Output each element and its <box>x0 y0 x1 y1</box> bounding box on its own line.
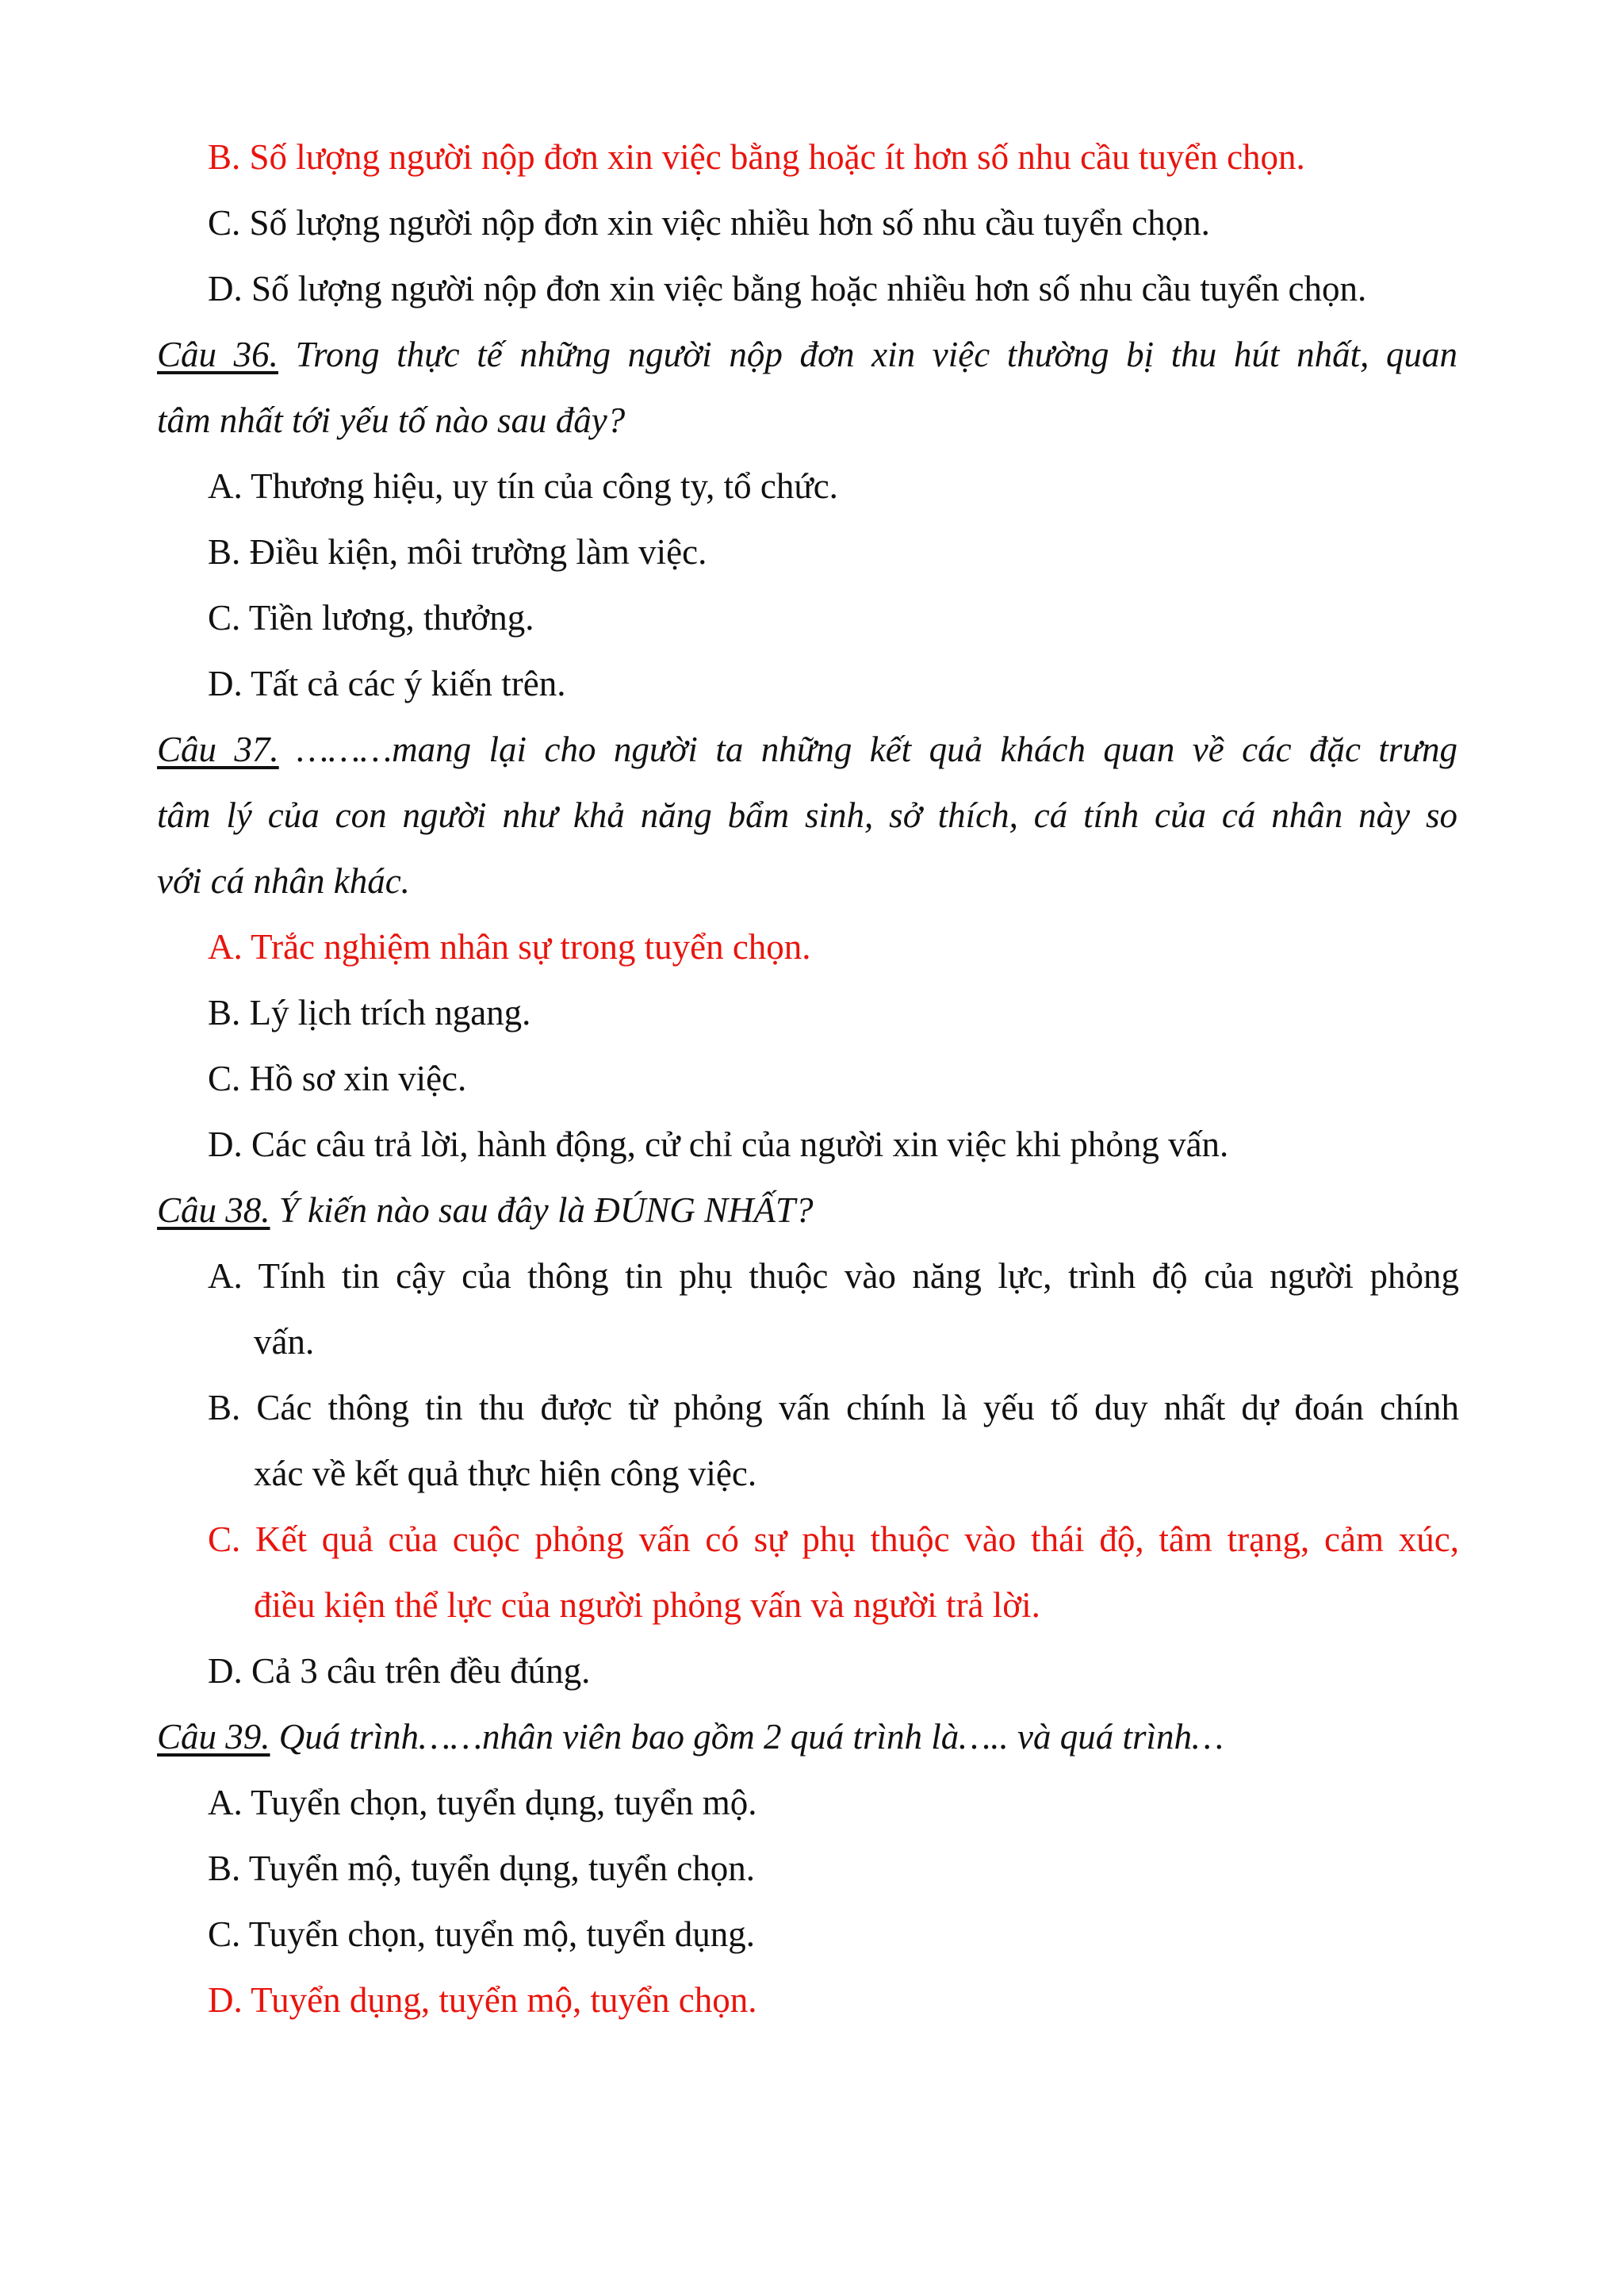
question-38-option-d: D. Cả 3 câu trên đều đúng. <box>208 1651 591 1691</box>
question-38-option-b: B. Các thông tin thu được từ phỏng vấn chính là yếu tố duy nhất dự đoán chính <box>208 1388 1459 1427</box>
question-36-number: Câu 36. <box>157 335 278 374</box>
question-36-text: Trong thực tế những người nộp đơn xin việc thường bị thu hút nhất, quan <box>278 335 1457 374</box>
question-37-option-b: B. Lý lịch trích ngang. <box>208 993 531 1033</box>
question-37-option-c: C. Hồ sơ xin việc. <box>208 1059 467 1098</box>
option-d: D. Số lượng người nộp đơn xin việc bằng hoặc nhiều hơn số nhu cầu tuyển chọn. <box>208 269 1367 308</box>
question-37-option-a-correct: A. Trắc nghiệm nhân sự trong tuyển chọn. <box>208 927 811 967</box>
question-36-stem-cont: tâm nhất tới yếu tố nào sau đây? <box>157 400 626 440</box>
question-37-stem-cont: tâm lý của con người như khả năng bẩm sinh, sở thích, cá tính của cá nhân này so <box>157 795 1457 835</box>
option-b-correct: B. Số lượng người nộp đơn xin việc bằng hoặc ít hơn số nhu cầu tuyển chọn. <box>208 137 1305 177</box>
question-36-option-a: A. Thương hiệu, uy tín của công ty, tổ chức. <box>208 466 838 506</box>
question-38-number: Câu 38. <box>157 1190 270 1230</box>
question-37-number: Câu 37. <box>157 730 279 769</box>
question-39-option-c: C. Tuyển chọn, tuyển mộ, tuyển dụng. <box>208 1914 756 1954</box>
question-38-option-b-cont: xác về kết quả thực hiện công việc. <box>254 1454 757 1493</box>
question-39-option-a: A. Tuyển chọn, tuyển dụng, tuyển mộ. <box>208 1783 757 1822</box>
question-37-option-d: D. Các câu trả lời, hành động, cử chỉ của người xin việc khi phỏng vấn. <box>208 1125 1229 1164</box>
question-39-stem <box>157 1715 1224 1759</box>
question-39-number: Câu 39. <box>157 1717 270 1757</box>
question-37-text: ………mang lại cho người ta những kết quả khách quan về các đặc trưng <box>278 730 1457 769</box>
question-38-option-c-correct-cont: điều kiện thể lực của người phỏng vấn và người trả lời. <box>254 1585 1040 1625</box>
question-37-stem <box>157 727 1457 772</box>
question-38-option-a: A. Tính tin cậy của thông tin phụ thuộc vào năng lực, trình độ của người phỏng <box>208 1256 1459 1296</box>
option-c: C. Số lượng người nộp đơn xin việc nhiều hơn số nhu cầu tuyển chọn. <box>208 203 1210 243</box>
question-38-option-c-correct: C. Kết quả của cuộc phỏng vấn có sự phụ thuộc vào thái độ, tâm trạng, cảm xúc, <box>208 1519 1459 1559</box>
question-36-stem <box>157 332 1457 377</box>
question-36-option-c: C. Tiền lương, thưởng. <box>208 598 534 638</box>
question-39-text: Quá trình……nhân viên bao gồm 2 quá trình là….. và quá trình… <box>270 1717 1224 1757</box>
question-38-text: Ý kiến nào sau đây là ĐÚNG NHẤT? <box>270 1190 814 1230</box>
question-39-option-b: B. Tuyển mộ, tuyển dụng, tuyển chọn. <box>208 1849 756 1888</box>
question-37-stem-cont-2: với cá nhân khác. <box>157 861 410 901</box>
question-39-option-d-correct: D. Tuyển dụng, tuyển mộ, tuyển chọn. <box>208 1980 757 2020</box>
question-38-option-a-cont: vấn. <box>254 1322 315 1362</box>
question-38-stem <box>157 1188 814 1232</box>
question-36-option-d: D. Tất cả các ý kiến trên. <box>208 664 566 703</box>
question-36-option-b: B. Điều kiện, môi trường làm việc. <box>208 532 707 572</box>
